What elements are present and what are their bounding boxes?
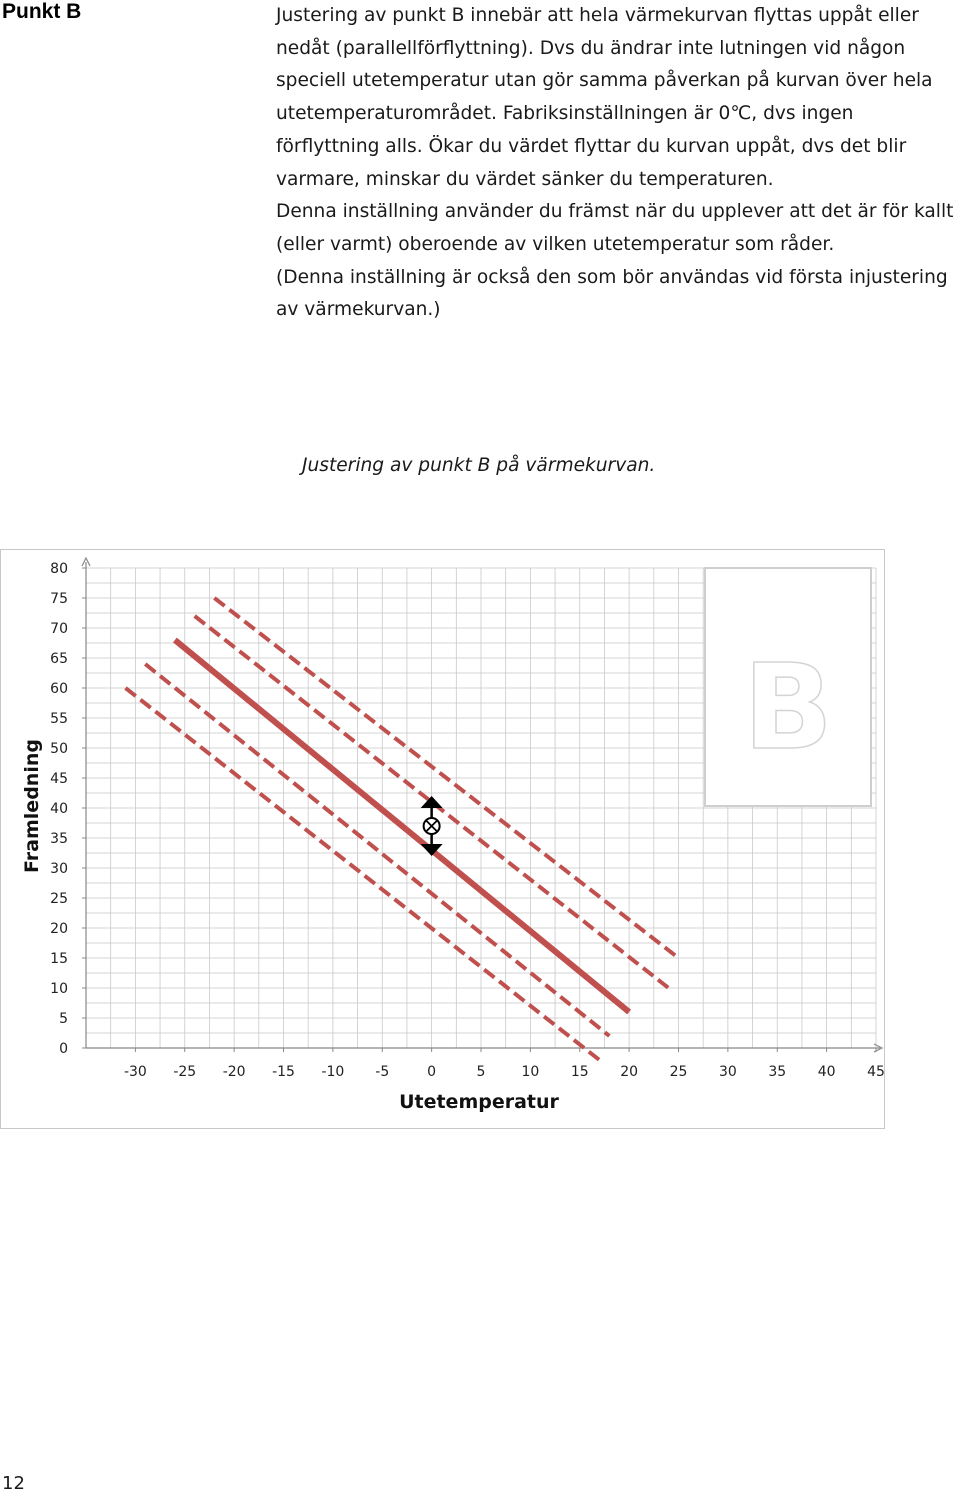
x-tick-label: 40 [817,1064,836,1080]
paragraph-line: utetemperaturområdet. Fabriksinställningen är 0℃, dvs ingen [276,103,854,125]
x-tick-label: -30 [123,1064,147,1080]
x-tick-label: 5 [476,1064,486,1080]
paragraph-line: (Denna inställning är också den som bör användas vid första injustering [276,266,948,288]
y-tick-label: 50 [50,741,68,757]
y-tick-label: 75 [50,591,68,607]
paragraph-line: Denna inställning använder du främst när du upplever att det är för kallt [276,201,954,223]
offset-curve-dashed [126,688,600,1060]
x-tick-label: -10 [321,1064,345,1080]
x-tick-label: 45 [867,1064,885,1080]
paragraph-line: speciell utetemperatur utan gör samma påverkan på kurvan över hela [276,70,933,92]
y-tick-label: 0 [59,1041,68,1057]
y-tick-label: 45 [50,771,68,787]
paragraph-line: förflyttning alls. Ökar du värdet flyttar du kurvan uppåt, dvs det blir [276,135,907,157]
x-tick-label: 10 [521,1064,540,1080]
heating-curve-chart [1,550,886,1130]
heating-curve-solid [175,640,629,1012]
y-tick-label: 65 [50,651,68,667]
x-tick-label: 0 [427,1064,437,1080]
x-tick-label: 35 [768,1064,787,1080]
inset-label: B [743,638,833,776]
x-tick-label: -20 [222,1064,246,1080]
y-tick-label: 20 [50,921,68,937]
chart-frame [0,549,885,1129]
y-tick-label: 30 [50,861,68,877]
x-axis-label: Utetemperatur [399,1091,559,1113]
y-tick-label: 70 [50,621,68,637]
y-tick-label: 5 [59,1011,68,1027]
x-tick-label: 15 [570,1064,589,1080]
x-tick-label: 20 [620,1064,639,1080]
section-heading: Punkt B [2,0,82,23]
y-tick-label: 80 [50,561,68,577]
y-tick-label: 55 [50,711,68,727]
body-paragraph [276,0,960,327]
x-tick-label: 30 [718,1064,737,1080]
figure-caption: Justering av punkt B på värmekurvan. [302,455,656,476]
y-tick-label: 25 [50,891,68,907]
y-tick-label: 10 [50,981,68,997]
y-tick-label: 35 [50,831,68,847]
y-tick-label: 15 [50,951,68,967]
x-tick-label: -15 [272,1064,295,1080]
y-axis-label: Framledning [21,739,43,873]
paragraph-line: (eller varmt) oberoende av vilken utetemperatur som råder. [276,233,835,255]
y-tick-label: 40 [50,801,68,817]
paragraph-line: Justering av punkt B innebär att hela värmekurvan flyttas uppåt eller [276,5,919,26]
adjust-point-marker [421,796,443,856]
paragraph-line: av värmekurvan.) [276,299,441,321]
x-tick-label: 25 [669,1064,688,1080]
y-tick-label: 60 [50,681,68,697]
paragraph-line: varmare, minskar du värdet sänker du temperaturen. [276,168,774,190]
inset-box [705,568,871,806]
x-tick-label: -5 [375,1064,390,1080]
x-tick-label: -25 [173,1064,197,1080]
paragraph-line: nedåt (parallellförflyttning). Dvs du ändrar inte lutningen vid någon [276,37,906,59]
page-number: 12 [2,1473,25,1494]
